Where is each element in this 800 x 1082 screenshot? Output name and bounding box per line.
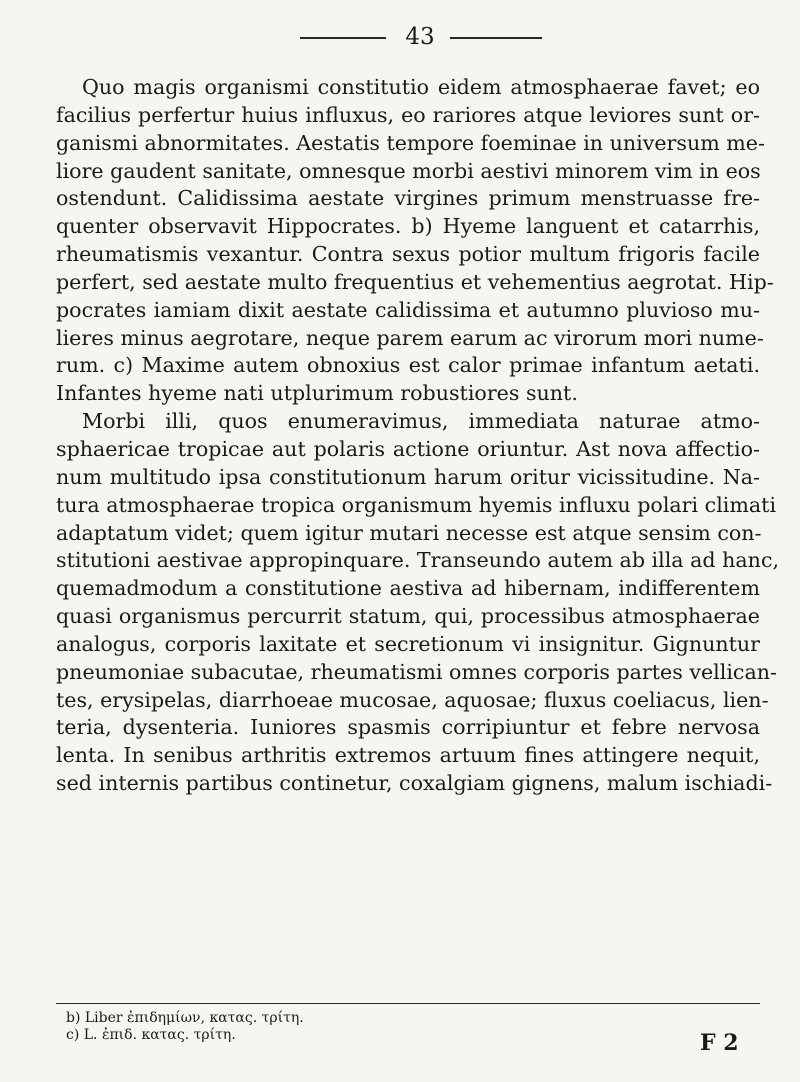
text-line: facilius perfertur huius influxus, eo rariores atque leviores sunt or- [56, 102, 760, 127]
text-line: rheumatismis vexantur. Contra sexus potior multum frigoris facile [56, 242, 760, 267]
text-line: lieres minus aegrotare, neque parem earum ac virorum mori nume- [56, 325, 764, 350]
text-line: Infantes hyeme nati utplurimum robustiores sunt. [56, 381, 578, 406]
footnote: b) Liber ἐπιδημίων, κατας. τρίτη. [66, 1010, 304, 1026]
text-line: adaptatum videt; quem igitur mutari necesse est atque sensim con- [56, 520, 762, 545]
text-line: Quo magis organismi constitutio eidem atmosphaerae favet; eo [82, 75, 760, 99]
text-line: ganismi abnormitates. Aestatis tempore foeminae in universum me- [56, 130, 765, 155]
text-line: analogus, corporis laxitate et secretionum vi insignitur. Gignuntur [56, 631, 760, 656]
text-line: perfert, sed aestate multo frequentius et vehementius aegrotat. Hip- [56, 269, 774, 294]
text-line: liore gaudent sanitate, omnesque morbi aestivi minorem vim in eos [56, 158, 761, 183]
footnotes [66, 1010, 746, 1044]
page-header [0, 20, 800, 50]
text-line: num multitudo ipsa constitutionum harum oritur vicissitudine. Na- [56, 464, 760, 489]
text-line: quenter observavit Hippocrates. b) Hyeme languent et catarrhis, [56, 214, 760, 239]
header-rule-right [450, 37, 542, 39]
text-line: sphaericae tropicae aut polaris actione oriuntur. Ast nova affectio- [56, 436, 760, 461]
text-line: quemadmodum a constitutione aestiva ad hibernam, indifferentem [56, 576, 760, 601]
text-line: Morbi illi, quos enumeravimus, immediata naturae atmo- [82, 409, 760, 434]
text-line: tura atmosphaerae tropica organismum hyemis influxu polari climati [56, 492, 777, 517]
text-line: sed internis partibus continetur, coxalgiam gignens, malum ischiadi- [56, 771, 773, 796]
page-number: 43 [405, 24, 435, 50]
body-text [56, 74, 780, 798]
text-line: pocrates iamiam dixit aestate calidissima et autumno pluvioso mu- [56, 297, 760, 322]
signature-mark: F 2 [700, 1030, 739, 1056]
header-rule-left [300, 37, 386, 39]
text-line: stitutioni aestivae appropinquare. Transeundo autem ab illa ad hanc, [56, 548, 780, 573]
text-line: quasi organismus percurrit statum, qui, processibus atmosphaerae [56, 604, 760, 629]
text-line: lenta. In senibus arthritis extremos artuum fines attingere nequit, [56, 743, 760, 768]
text-line: teria, dysenteria. Iuniores spasmis corripiuntur et febre nervosa [56, 715, 760, 740]
text-line: rum. c) Maxime autem obnoxius est calor primae infantum aetati. [56, 353, 760, 378]
footnote: c) L. ἐπιδ. κατας. τρίτη. [66, 1027, 236, 1043]
text-line: ostendunt. Calidissima aestate virgines primum menstruasse fre- [56, 186, 760, 211]
text-line: tes, erysipelas, diarrhoeae mucosae, aquosae; fluxus coeliacus, lien- [56, 687, 769, 712]
text-line: pneumoniae subacutae, rheumatismi omnes corporis partes vellican- [56, 659, 777, 684]
footnote-rule [56, 1003, 760, 1004]
